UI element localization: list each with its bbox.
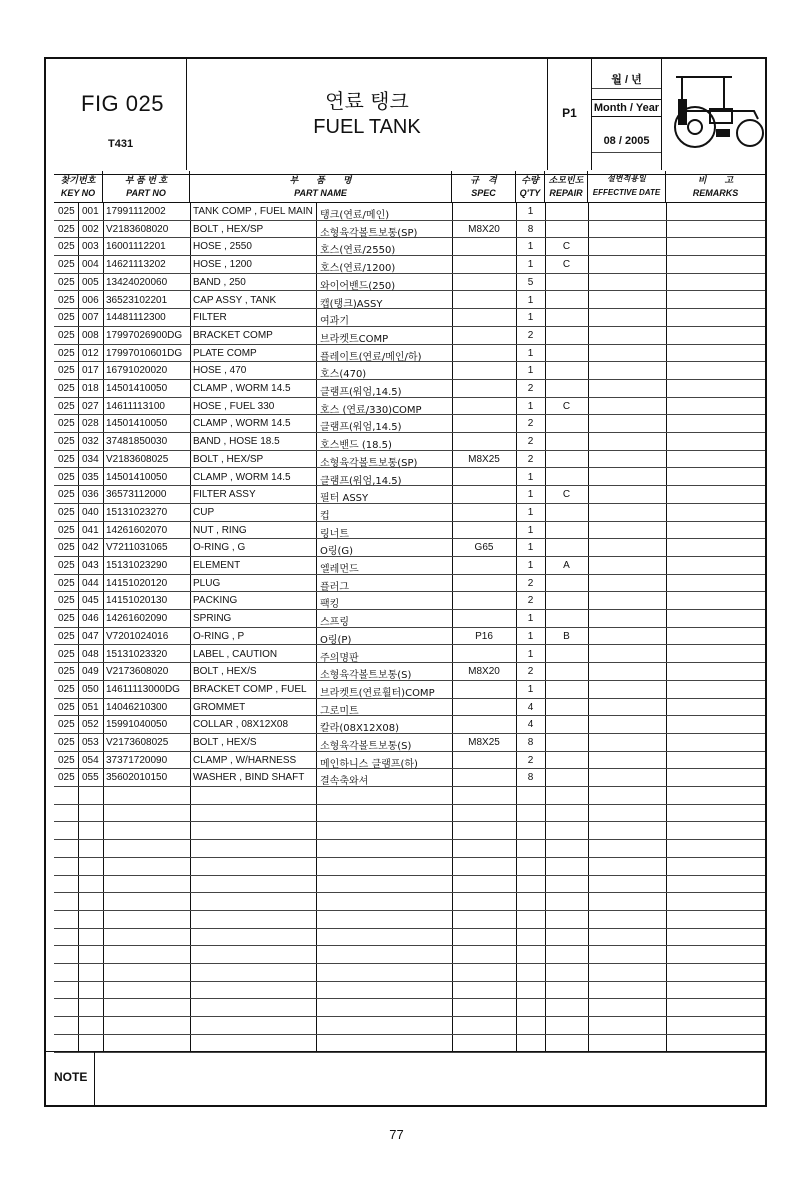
- part-no-cell: 14261602070: [106, 524, 168, 536]
- table-row: [54, 769, 765, 787]
- qty-cell: 1: [527, 259, 534, 271]
- sheet-header: [54, 59, 765, 175]
- key-cell: 006: [82, 294, 99, 306]
- fig-cell: 025: [58, 754, 75, 766]
- repair-cell: B: [563, 630, 570, 642]
- table-row: [54, 663, 765, 681]
- table-row: [54, 203, 765, 221]
- key-cell: 017: [82, 365, 99, 377]
- table-row: [54, 274, 765, 292]
- part-no-cell: 15991040050: [106, 719, 168, 731]
- title-korean: 연료 탱크: [325, 89, 409, 113]
- fig-cell: 025: [58, 701, 75, 713]
- fig-cell: 025: [58, 648, 75, 660]
- table-row: [54, 380, 765, 398]
- fig-cell: 025: [58, 524, 75, 536]
- qty-cell: 1: [527, 506, 534, 518]
- date-box: [592, 59, 662, 170]
- date-value: 08 / 2005: [592, 135, 661, 153]
- parts-sheet: [44, 57, 767, 1107]
- qty-cell: 5: [527, 276, 534, 288]
- qty-cell: 2: [527, 754, 534, 766]
- part-name-ko-cell: 메인하니스 클램프(하): [320, 758, 418, 770]
- key-cell: 049: [82, 666, 99, 678]
- part-no-cell: 14611113000DG: [106, 683, 180, 695]
- part-no-cell: 14261602090: [106, 613, 168, 625]
- spec-cell: M8X25: [468, 453, 500, 465]
- qty-cell: 1: [527, 683, 534, 695]
- part-name-ko-cell: 엘레먼드: [320, 564, 359, 575]
- qty-cell: 4: [527, 701, 534, 713]
- part-name-en-cell: TANK COMP , FUEL MAIN: [193, 206, 313, 217]
- part-no-cell: 15131023290: [106, 560, 168, 571]
- repair-cell: C: [562, 241, 571, 253]
- part-name-ko-cell: 소형육각볼트보통(S): [320, 670, 412, 682]
- fig-cell: 025: [58, 383, 75, 394]
- qty-cell: 2: [527, 453, 534, 465]
- qty-cell: 2: [527, 577, 534, 589]
- part-name-ko-cell: 필터 ASSY: [320, 493, 369, 505]
- part-no-cell: 16791020020: [106, 365, 168, 377]
- qty-cell: 1: [527, 630, 534, 642]
- fig-number: FIG 025: [81, 91, 164, 116]
- table-row: [54, 876, 765, 894]
- part-name-ko-cell: 클램프(워엄,14.5): [320, 387, 402, 398]
- key-cell: 047: [82, 630, 99, 642]
- part-name-en-cell: BOLT , HEX/S: [193, 666, 257, 678]
- part-no-cell: V2173608020: [106, 666, 169, 678]
- table-row: [54, 256, 765, 274]
- table-row: [54, 823, 765, 841]
- part-name-en-cell: PLATE COMP: [193, 347, 257, 359]
- page-number: 77: [389, 1127, 404, 1142]
- part-name-en-cell: GROMMET: [193, 701, 246, 713]
- table-row: [54, 504, 765, 522]
- part-no-cell: 17997010601DG: [106, 347, 183, 359]
- fig-cell: 025: [58, 241, 75, 253]
- table-row: [54, 539, 765, 557]
- key-cell: 052: [82, 719, 99, 731]
- part-name-en-cell: CLAMP , WORM 14.5: [193, 383, 291, 394]
- part-name-ko-cell: 플레이트(연료/메인/하): [320, 351, 422, 363]
- key-cell: 018: [82, 383, 99, 394]
- table-row: [54, 858, 765, 876]
- part-name-ko-cell: 컵: [320, 510, 330, 522]
- part-no-cell: 14611113100: [106, 400, 165, 412]
- fig-cell: 025: [58, 206, 75, 217]
- part-name-en-cell: FILTER: [193, 312, 227, 324]
- part-no-cell: 14501410050: [106, 471, 168, 483]
- key-cell: 053: [82, 737, 99, 748]
- part-name-en-cell: O-RING , G: [193, 542, 246, 554]
- part-no-cell: 14501410050: [106, 383, 168, 394]
- part-name-ko-cell: 호스(연료/1200): [320, 263, 396, 275]
- part-no-cell: 15131023320: [106, 648, 168, 660]
- part-name-en-cell: CLAMP , WORM 14.5: [193, 418, 291, 430]
- qty-cell: 1: [527, 560, 534, 571]
- key-cell: 035: [82, 471, 99, 483]
- part-name-ko-cell: 주의명판: [320, 652, 359, 664]
- fig-cell: 025: [58, 400, 75, 412]
- part-name-en-cell: CLAMP , W/HARNESS: [193, 754, 297, 766]
- part-name-en-cell: SPRING: [193, 613, 232, 625]
- part-name-ko-cell: 호스밴드 (18.5): [320, 440, 392, 452]
- table-row: [54, 610, 765, 628]
- table-row: [54, 592, 765, 610]
- fig-cell: 025: [58, 259, 75, 271]
- fig-cell: 025: [58, 276, 75, 288]
- key-cell: 032: [82, 436, 99, 448]
- qty-cell: 8: [527, 737, 534, 748]
- spec-cell: M8X20: [468, 223, 500, 235]
- table-row: [54, 734, 765, 752]
- part-name-ko-cell: 클램프(워엄,14.5): [320, 475, 402, 487]
- col-remarks: 비 고 REMARKS: [692, 175, 739, 198]
- qty-cell: 1: [527, 613, 534, 625]
- part-no-cell: 14501410050: [106, 418, 168, 430]
- qty-cell: 8: [527, 223, 534, 235]
- spec-cell: G65: [474, 542, 494, 554]
- qty-cell: 2: [527, 383, 534, 394]
- fig-cell: 025: [58, 542, 75, 554]
- qty-cell: 8: [527, 772, 534, 784]
- part-no-cell: 17991112002: [106, 206, 166, 217]
- part-name-ko-cell: 호스(470): [320, 369, 367, 381]
- table-row: [54, 221, 765, 239]
- part-name-ko-cell: 그로미트: [320, 705, 359, 717]
- spec-cell: P16: [475, 630, 493, 642]
- qty-cell: 1: [527, 312, 534, 324]
- part-name-en-cell: NUT , RING: [193, 524, 247, 536]
- part-name-en-cell: PACKING: [193, 595, 238, 607]
- part-name-ko-cell: 와이어밴드(250): [320, 280, 396, 292]
- fig-cell: 025: [58, 719, 75, 731]
- fig-cell: 025: [58, 365, 75, 377]
- fig-cell: 025: [58, 666, 75, 678]
- month-year-label-en: Month / Year: [592, 99, 661, 117]
- key-cell: 003: [82, 241, 99, 253]
- table-row: [54, 646, 765, 664]
- key-cell: 027: [82, 400, 99, 412]
- fig-cell: 025: [58, 418, 75, 430]
- fig-cell: 025: [58, 312, 75, 324]
- fig-cell: 025: [58, 613, 75, 625]
- part-name-ko-cell: 캡(탱크)ASSY: [320, 298, 383, 310]
- part-name-ko-cell: 탱크(연료/메인): [320, 210, 390, 221]
- part-name-ko-cell: 소형육각볼트보통(SP): [320, 457, 418, 469]
- table-row: [54, 1000, 765, 1018]
- part-name-ko-cell: 플러그: [320, 581, 349, 593]
- part-no-cell: 13424020060: [106, 276, 168, 288]
- part-no-cell: 14046210300: [106, 701, 168, 713]
- part-name-en-cell: LABEL , CAUTION: [193, 648, 278, 660]
- table-row: [54, 911, 765, 929]
- fig-cell: 025: [58, 772, 75, 784]
- part-no-cell: 15131023270: [106, 506, 168, 518]
- key-cell: 002: [82, 223, 99, 235]
- part-no-cell: 36523102201: [106, 294, 168, 306]
- table-row: [54, 628, 765, 646]
- part-no-cell: V2173608025: [106, 737, 169, 748]
- key-cell: 043: [82, 560, 99, 571]
- table-row: [54, 292, 765, 310]
- fig-cell: 025: [58, 436, 75, 448]
- part-name-ko-cell: 여과기: [320, 316, 349, 328]
- table-row: [54, 752, 765, 770]
- table-row: [54, 469, 765, 487]
- part-no-cell: 14481112300: [106, 312, 166, 324]
- qty-cell: 1: [527, 648, 534, 660]
- qty-cell: 2: [527, 666, 534, 678]
- key-cell: 008: [82, 329, 99, 341]
- part-name-ko-cell: 소형육각볼트보통(SP): [320, 227, 418, 239]
- fig-cell: 025: [58, 471, 75, 483]
- key-cell: 028: [82, 418, 99, 430]
- spec-cell: M8X25: [468, 737, 500, 748]
- qty-cell: 1: [527, 471, 534, 483]
- note-section: [46, 1051, 765, 1106]
- table-row: [54, 716, 765, 734]
- part-no-cell: V2183608020: [106, 223, 169, 235]
- title-english: FUEL TANK: [313, 116, 421, 138]
- part-name-en-cell: HOSE , 1200: [193, 259, 252, 271]
- part-name-en-cell: CUP: [193, 506, 215, 518]
- col-effective-date: 설변적용일 EFFECTIVE DATE: [588, 171, 666, 202]
- table-row: [54, 451, 765, 469]
- key-cell: 007: [82, 312, 99, 324]
- key-cell: 012: [82, 347, 99, 359]
- repair-cell: C: [562, 489, 571, 501]
- part-name-en-cell: COLLAR , 08X12X08: [193, 719, 289, 731]
- key-cell: 054: [82, 754, 99, 766]
- part-name-en-cell: HOSE , 470: [193, 365, 247, 377]
- part-name-ko-cell: 호스(연료/2550): [320, 245, 396, 257]
- part-name-ko-cell: 링너트: [320, 528, 349, 540]
- part-name-ko-cell: 칼라(08X12X08): [320, 723, 399, 735]
- table-row: [54, 362, 765, 380]
- table-row: [54, 1035, 765, 1053]
- key-cell: 048: [82, 648, 99, 660]
- part-name-en-cell: BOLT , HEX/SP: [193, 453, 264, 465]
- part-name-en-cell: BAND , 250: [193, 276, 246, 288]
- qty-cell: 2: [527, 436, 534, 448]
- part-name-ko-cell: 호스 (연료/330)COMP: [320, 404, 422, 416]
- qty-cell: 1: [527, 206, 534, 217]
- table-row: [54, 681, 765, 699]
- qty-cell: 1: [527, 542, 534, 554]
- col-part-name: 부 품 명 PART NAME: [190, 171, 452, 202]
- table-row: [54, 805, 765, 823]
- fig-cell: 025: [58, 489, 75, 501]
- qty-cell: 2: [527, 329, 534, 341]
- part-no-cell: V7201024016: [106, 630, 169, 642]
- model-number: T431: [108, 138, 134, 150]
- part-name-ko-cell: O링(G): [320, 546, 354, 558]
- part-name-ko-cell: 결속축와셔: [320, 776, 369, 788]
- part-no-cell: 17997026900DG: [106, 329, 183, 341]
- part-name-ko-cell: 브라켓트(연료휠터)COMP: [320, 687, 435, 699]
- part-name-en-cell: HOSE , FUEL 330: [193, 400, 275, 412]
- part-no-cell: 36573112000: [106, 489, 167, 501]
- part-no-cell: 14151020130: [106, 595, 168, 607]
- table-row: [54, 964, 765, 982]
- part-name-en-cell: BAND , HOSE 18.5: [193, 436, 280, 448]
- column-header-row: [54, 171, 765, 203]
- part-no-cell: 37481850030: [106, 436, 168, 448]
- table-row: [54, 1017, 765, 1035]
- table-row: [54, 415, 765, 433]
- qty-cell: 1: [527, 365, 534, 377]
- part-name-en-cell: BRACKET COMP: [193, 329, 273, 341]
- part-name-en-cell: FILTER ASSY: [193, 489, 256, 501]
- qty-cell: 2: [527, 418, 534, 430]
- part-name-en-cell: WASHER , BIND SHAFT: [193, 772, 305, 784]
- col-key-no: 찾기번호 KEY NO: [54, 171, 103, 202]
- key-cell: 036: [82, 489, 99, 501]
- key-cell: 055: [82, 772, 99, 784]
- part-name-ko-cell: 스프링: [320, 617, 349, 629]
- part-name-ko-cell: 팩킹: [320, 599, 340, 611]
- page-code: P1: [562, 106, 577, 120]
- part-no-cell: 37371720090: [106, 754, 168, 766]
- part-name-en-cell: BOLT , HEX/S: [193, 737, 257, 748]
- title-box: [187, 59, 548, 170]
- fig-box: [54, 59, 187, 170]
- part-name-en-cell: ELEMENT: [193, 560, 241, 571]
- table-row: [54, 345, 765, 363]
- repair-cell: C: [562, 259, 571, 271]
- part-name-ko-cell: O링(P): [320, 634, 352, 646]
- note-label: NOTE: [54, 1070, 88, 1084]
- part-name-en-cell: CLAMP , WORM 14.5: [193, 471, 291, 483]
- fig-cell: 025: [58, 506, 75, 518]
- key-cell: 004: [82, 259, 99, 271]
- fig-cell: 025: [58, 329, 75, 341]
- key-cell: 044: [82, 577, 99, 589]
- fig-cell: 025: [58, 737, 75, 748]
- qty-cell: 1: [527, 524, 534, 536]
- col-spec: 규 격 SPEC: [452, 171, 516, 202]
- key-cell: 040: [82, 506, 99, 518]
- parts-table: [54, 203, 765, 1051]
- part-name-en-cell: BOLT , HEX/SP: [193, 223, 264, 235]
- qty-cell: 1: [527, 294, 534, 306]
- month-year-label-ko: 월 / 년: [592, 71, 661, 89]
- key-cell: 005: [82, 276, 99, 288]
- part-no-cell: V7211031065: [106, 542, 168, 554]
- fig-cell: 025: [58, 294, 75, 306]
- col-qty: 수량 Q'TY: [516, 171, 545, 202]
- table-row: [54, 946, 765, 964]
- tractor-illustration: [662, 59, 765, 170]
- fig-cell: 025: [58, 683, 75, 695]
- table-row: [54, 699, 765, 717]
- fig-cell: 025: [58, 453, 75, 465]
- tractor-icon: [662, 59, 765, 170]
- table-row: [54, 929, 765, 947]
- qty-cell: 2: [527, 595, 534, 607]
- table-row: [54, 787, 765, 805]
- table-row: [54, 327, 765, 345]
- qty-cell: 4: [527, 719, 534, 731]
- fig-cell: 025: [58, 347, 75, 359]
- part-no-cell: 14621113202: [106, 259, 166, 271]
- qty-cell: 1: [527, 489, 534, 501]
- table-row: [54, 433, 765, 451]
- table-row: [54, 238, 765, 256]
- table-row: [54, 398, 765, 416]
- spec-cell: M8X20: [468, 666, 500, 678]
- fig-cell: 025: [58, 577, 75, 589]
- col-part-no: 부 품 번 호 PART NO: [103, 171, 190, 202]
- repair-cell: A: [563, 560, 570, 571]
- table-row: [54, 522, 765, 540]
- part-name-en-cell: CAP ASSY , TANK: [193, 294, 277, 306]
- table-row: [54, 982, 765, 1000]
- fig-cell: 025: [58, 560, 75, 571]
- qty-cell: 1: [527, 400, 534, 412]
- part-no-cell: 14151020120: [106, 577, 168, 589]
- fig-cell: 025: [58, 595, 75, 607]
- table-row: [54, 893, 765, 911]
- key-cell: 045: [82, 595, 99, 607]
- part-name-ko-cell: 소형육각볼트보통(S): [320, 741, 412, 752]
- col-repair: 소모빈도 REPAIR: [545, 171, 588, 202]
- part-name-en-cell: HOSE , 2550: [193, 241, 252, 253]
- part-no-cell: 16001112201: [106, 241, 166, 253]
- table-row: [54, 486, 765, 504]
- repair-cell: C: [562, 400, 571, 412]
- page-code-box: [548, 59, 592, 170]
- fig-cell: 025: [58, 223, 75, 235]
- key-cell: 050: [82, 683, 99, 695]
- key-cell: 041: [82, 524, 99, 536]
- key-cell: 001: [82, 206, 99, 217]
- part-name-en-cell: BRACKET COMP , FUEL: [193, 683, 307, 695]
- key-cell: 042: [82, 542, 99, 554]
- fig-cell: 025: [58, 630, 75, 642]
- table-row: [54, 557, 765, 575]
- key-cell: 051: [82, 701, 99, 713]
- table-row: [54, 840, 765, 858]
- part-name-en-cell: O-RING , P: [193, 630, 245, 642]
- part-no-cell: V2183608025: [106, 453, 169, 465]
- part-name-en-cell: PLUG: [193, 577, 221, 589]
- table-row: [54, 309, 765, 327]
- table-row: [54, 575, 765, 593]
- part-no-cell: 35602010150: [106, 772, 168, 784]
- part-name-ko-cell: 브라켓트COMP: [320, 333, 389, 345]
- key-cell: 046: [82, 613, 99, 625]
- part-name-ko-cell: 클램프(워엄,14.5): [320, 422, 402, 434]
- qty-cell: 1: [527, 347, 534, 359]
- qty-cell: 1: [527, 241, 534, 253]
- key-cell: 034: [82, 453, 99, 465]
